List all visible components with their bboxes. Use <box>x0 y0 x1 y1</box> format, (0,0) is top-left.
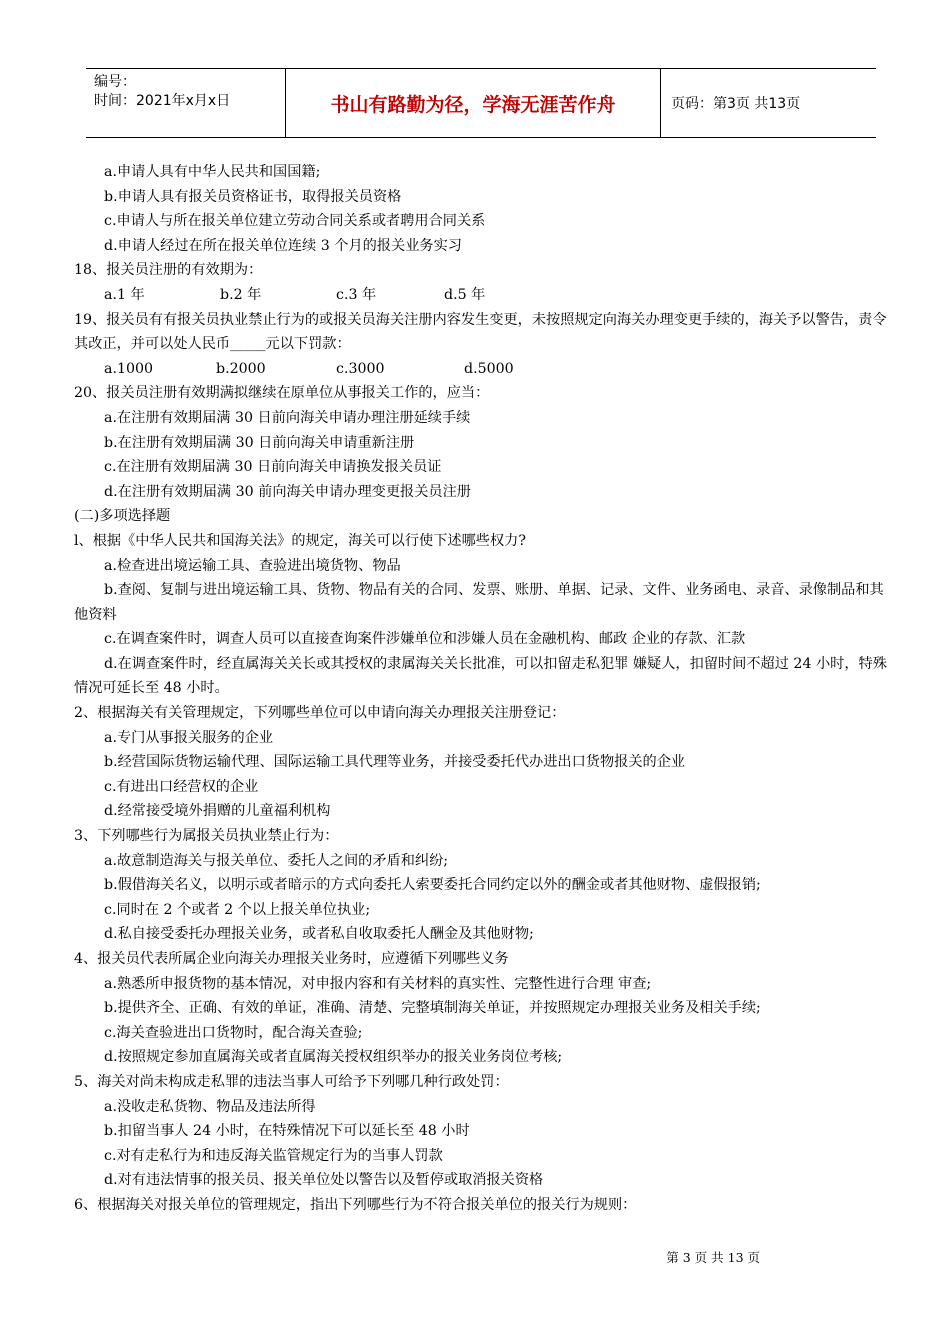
question-heading: 3、下列哪些行为属报关员执业禁止行为： <box>74 828 339 845</box>
text-line: d.私自接受委托办理报关业务，或者私自收取委托人酬金及其他财物; <box>104 926 534 943</box>
text-line: d.经常接受境外捐赠的儿童福利机构 <box>104 803 331 820</box>
text-line: c.有进出口经营权的企业 <box>104 778 259 795</box>
document-body <box>74 160 892 1218</box>
text-line: b.经营国际货物运输代理、国际运输工具代理等业务，并接受委托代办进出口货物报关的企业 <box>104 754 686 771</box>
option: c.3 年 <box>336 286 377 303</box>
question-heading: 20、报关员注册有效期满拟继续在原单位从事报关工作的，应当： <box>74 385 490 402</box>
text-line: b.假借海关名义，以明示或者暗示的方式向委托人索要委托合同约定以外的酬金或者其他财物、虚假报销; <box>104 877 761 894</box>
option: a.1000 <box>104 360 154 377</box>
text-line: c.海关查验进出口货物时，配合海关查验; <box>104 1024 363 1041</box>
text-line: b.在注册有效期届满 30 日前向海关申请重新注册 <box>104 434 415 451</box>
page-footer: 第 3 页 共 13 页 <box>666 1250 760 1265</box>
text-line: b.查阅、复制与进出境运输工具、货物、物品有关的合同、发票、账册、单据、记录、文件、业务函电、录音、录像制品和其他资料 <box>74 582 884 623</box>
text-line: c.在注册有效期届满 30 日前向海关申请换发报关员证 <box>104 459 442 476</box>
question-heading: 4、报关员代表所属企业向海关办理报关业务时，应遵循下列哪些义务 <box>74 951 509 967</box>
option: c.3000 <box>336 360 385 377</box>
header-page-number: 页码：第3页 共13页 <box>671 96 801 112</box>
text-line: a.在注册有效期届满 30 日前向海关申请办理注册延续手续 <box>104 409 471 426</box>
option: d.5000 <box>464 360 514 377</box>
text-line: a.专门从事报关服务的企业 <box>104 729 274 746</box>
question-heading: 5、海关对尚未构成走私罪的违法当事人可给予下列哪几种行政处罚： <box>74 1073 509 1090</box>
option: a.1 年 <box>104 286 145 303</box>
text-line: a.没收走私货物、物品及违法所得 <box>104 1098 316 1115</box>
header-time: 时间：2021年x月x日 <box>94 93 231 109</box>
header-meta <box>86 69 286 137</box>
option: b.2 年 <box>220 286 262 303</box>
text-line: d.对有违法情事的报关员、报关单位处以警告以及暂停或取消报关资格 <box>104 1172 544 1189</box>
text-line: c.申请人与所在报关单位建立劳动合同关系或者聘用合同关系 <box>104 213 486 230</box>
question-heading: 19、报关员有有报关员执业禁止行为的或报关员海关注册内容发生变更，未按照规定向海关办理变更手续的，海关予以警告，责令其改正，并可以处人民币_____元以下罚款： <box>74 311 887 353</box>
question-heading: 18、报关员注册的有效期为： <box>74 262 263 279</box>
text-line: a.熟悉所申报货物的基本情况，对申报内容和有关材料的真实性、完整性进行合理 审查; <box>104 975 652 992</box>
text-line: b.提供齐全、正确、有效的单证，准确、清楚、完整填制海关单证，并按照规定办理报关业务及相关手续; <box>104 1000 761 1017</box>
text-line: d.按照规定参加直属海关或者直属海关授权组织举办的报关业务岗位考核; <box>104 1049 563 1066</box>
text-line: c.同时在 2 个或者 2 个以上报关单位执业; <box>104 901 371 918</box>
text-line: d.在注册有效期届满 30 前向海关申请办理变更报关员注册 <box>104 483 471 500</box>
text-line: a.故意制造海关与报关单位、委托人之间的矛盾和纠纷; <box>104 852 449 869</box>
text-line: a.申请人具有中华人民共和国国籍; <box>104 164 321 180</box>
header-motto: 书山有路勤为径，学海无涯苦作舟 <box>286 69 661 137</box>
text-line: b.扣留当事人 24 小时，在特殊情况下可以延长至 48 小时 <box>104 1123 470 1140</box>
question-heading: 2、根据海关有关管理规定，下列哪些单位可以申请向海关办理报关注册登记： <box>74 705 566 722</box>
header-number: 编号： <box>94 74 136 90</box>
section-heading: (二)多项选择题 <box>74 508 171 525</box>
text-line: c.对有走私行为和违反海关监管规定行为的当事人罚款 <box>104 1147 443 1164</box>
question-heading: 6、根据海关对报关单位的管理规定，指出下列哪些行为不符合报关单位的报关行为规则： <box>74 1196 637 1213</box>
option-row <box>74 283 892 308</box>
option: d.5 年 <box>444 286 486 303</box>
text-line: c.在调查案件时，调查人员可以直接查询案件涉嫌单位和涉嫌人员在金融机构、邮政 企业的存款、汇款 <box>104 631 746 648</box>
text-line: b.申请人具有报关员资格证书，取得报关员资格 <box>104 188 402 205</box>
text-line: d.在调查案件时，经直属海关关长或其授权的隶属海关关长批准，可以扣留走私犯罪 嫌疑人，扣留时间不超过 24 小时，特殊情况可延长至 48 小时。 <box>74 655 887 697</box>
text-line: d.申请人经过在所在报关单位连续 3 个月的报关业务实习 <box>104 237 462 254</box>
option: b.2000 <box>216 360 266 377</box>
question-heading: l、根据《中华人民共和国海关法》的规定，海关可以行使下述哪些权力? <box>74 532 526 549</box>
option-row <box>74 357 892 382</box>
text-line: a.检查进出境运输工具、查验进出境货物、物品 <box>104 557 401 574</box>
page-header <box>86 68 876 138</box>
